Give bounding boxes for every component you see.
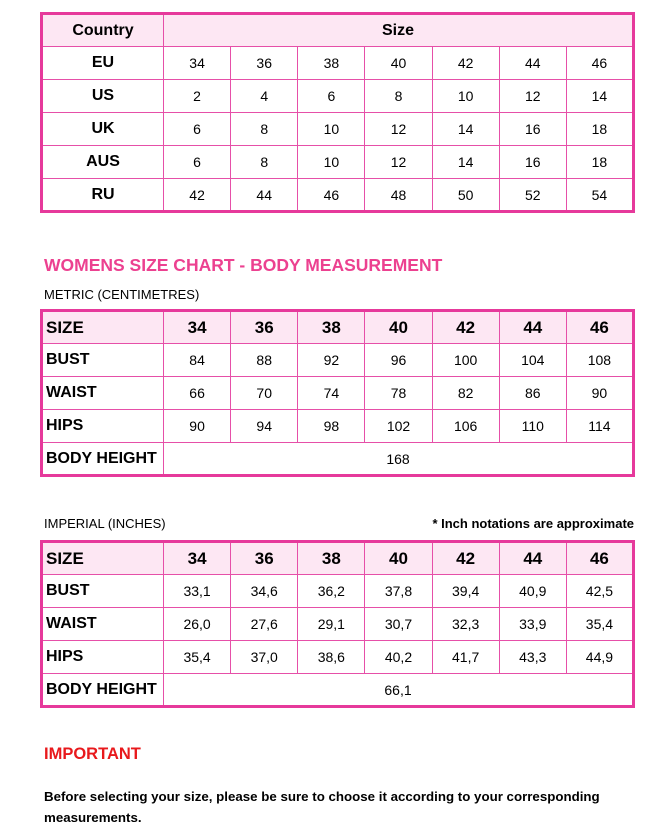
size-column-header: 34 — [164, 542, 231, 575]
body-height-label: BODY HEIGHT — [42, 443, 164, 476]
conversion-row-us — [42, 80, 634, 113]
country-label: AUS — [42, 146, 164, 179]
measurement-value: 94 — [231, 410, 298, 443]
size-conversion-table — [40, 12, 635, 213]
size-value: 12 — [499, 80, 566, 113]
important-note: Before selecting your size, please be sure to choose it according to your corresponding measurements. — [44, 789, 600, 825]
measurement-value: 108 — [566, 344, 633, 377]
size-column-header: 44 — [499, 542, 566, 575]
size-value: 8 — [231, 146, 298, 179]
size-column-header: 42 — [432, 542, 499, 575]
size-value: 6 — [164, 113, 231, 146]
size-value: 44 — [499, 47, 566, 80]
measurement-value: 86 — [499, 377, 566, 410]
approximate-note: * Inch notations are approximate — [432, 516, 634, 531]
body-height-value: 66,1 — [164, 674, 634, 707]
conversion-row-ru — [42, 179, 634, 212]
measurement-value: 26,0 — [164, 608, 231, 641]
imperial-measurement-table — [40, 540, 635, 708]
size-chart-heading: WOMENS SIZE CHART - BODY MEASUREMENT — [44, 255, 443, 275]
measurement-label: BUST — [42, 344, 164, 377]
size-value: 18 — [566, 146, 633, 179]
country-header: Country — [42, 14, 164, 47]
measurement-value: 37,8 — [365, 575, 432, 608]
size-column-header: 42 — [432, 311, 499, 344]
measurement-value: 40,2 — [365, 641, 432, 674]
metric-measurement-table — [40, 309, 635, 477]
conversion-row-aus — [42, 146, 634, 179]
measurement-value: 82 — [432, 377, 499, 410]
size-value: 10 — [298, 146, 365, 179]
size-value: 44 — [231, 179, 298, 212]
measurement-value: 32,3 — [432, 608, 499, 641]
country-label: UK — [42, 113, 164, 146]
measurement-value: 110 — [499, 410, 566, 443]
measurement-value: 90 — [164, 410, 231, 443]
size-column-header: 40 — [365, 542, 432, 575]
size-value: 14 — [566, 80, 633, 113]
size-value: 10 — [432, 80, 499, 113]
size-label: SIZE — [42, 542, 164, 575]
measurement-value: 41,7 — [432, 641, 499, 674]
imperial-body-height-row — [42, 674, 634, 707]
imperial-bust-row — [42, 575, 634, 608]
size-column-header: 44 — [499, 311, 566, 344]
imperial-size-row — [42, 542, 634, 575]
measurement-value: 78 — [365, 377, 432, 410]
size-value: 36 — [231, 47, 298, 80]
country-label: EU — [42, 47, 164, 80]
measurement-value: 43,3 — [499, 641, 566, 674]
measurement-value: 90 — [566, 377, 633, 410]
size-header: Size — [164, 14, 634, 47]
size-value: 38 — [298, 47, 365, 80]
measurement-value: 37,0 — [231, 641, 298, 674]
metric-body-height-row — [42, 443, 634, 476]
size-value: 46 — [298, 179, 365, 212]
measurement-value: 35,4 — [566, 608, 633, 641]
size-column-header: 38 — [298, 311, 365, 344]
size-value: 48 — [365, 179, 432, 212]
size-column-header: 36 — [231, 311, 298, 344]
measurement-value: 106 — [432, 410, 499, 443]
measurement-value: 70 — [231, 377, 298, 410]
measurement-value: 114 — [566, 410, 633, 443]
measurement-value: 66 — [164, 377, 231, 410]
measurement-value: 104 — [499, 344, 566, 377]
conversion-row-eu — [42, 47, 634, 80]
measurement-value: 74 — [298, 377, 365, 410]
conversion-header-row — [42, 14, 634, 47]
body-height-label: BODY HEIGHT — [42, 674, 164, 707]
size-value: 10 — [298, 113, 365, 146]
measurement-value: 100 — [432, 344, 499, 377]
measurement-value: 102 — [365, 410, 432, 443]
metric-label: METRIC (CENTIMETRES) — [44, 287, 200, 302]
size-value: 16 — [499, 113, 566, 146]
size-column-header: 46 — [566, 311, 633, 344]
size-value: 42 — [164, 179, 231, 212]
size-column-header: 36 — [231, 542, 298, 575]
size-label: SIZE — [42, 311, 164, 344]
metric-size-row — [42, 311, 634, 344]
size-value: 8 — [231, 113, 298, 146]
size-value: 12 — [365, 113, 432, 146]
measurement-value: 96 — [365, 344, 432, 377]
conversion-row-uk — [42, 113, 634, 146]
measurement-value: 92 — [298, 344, 365, 377]
size-value: 4 — [231, 80, 298, 113]
country-label: US — [42, 80, 164, 113]
size-value: 50 — [432, 179, 499, 212]
size-value: 40 — [365, 47, 432, 80]
measurement-label: HIPS — [42, 410, 164, 443]
size-column-header: 46 — [566, 542, 633, 575]
measurement-value: 98 — [298, 410, 365, 443]
imperial-waist-row — [42, 608, 634, 641]
important-heading: IMPORTANT — [44, 745, 141, 763]
body-height-value: 168 — [164, 443, 634, 476]
measurement-value: 38,6 — [298, 641, 365, 674]
measurement-value: 33,9 — [499, 608, 566, 641]
size-value: 12 — [365, 146, 432, 179]
size-value: 52 — [499, 179, 566, 212]
metric-bust-row — [42, 344, 634, 377]
size-column-header: 40 — [365, 311, 432, 344]
measurement-value: 44,9 — [566, 641, 633, 674]
measurement-label: WAIST — [42, 608, 164, 641]
size-value: 14 — [432, 113, 499, 146]
metric-hips-row — [42, 410, 634, 443]
measurement-value: 29,1 — [298, 608, 365, 641]
size-value: 42 — [432, 47, 499, 80]
size-value: 6 — [298, 80, 365, 113]
country-label: RU — [42, 179, 164, 212]
size-value: 2 — [164, 80, 231, 113]
size-value: 16 — [499, 146, 566, 179]
size-value: 14 — [432, 146, 499, 179]
measurement-label: WAIST — [42, 377, 164, 410]
measurement-label: HIPS — [42, 641, 164, 674]
size-column-header: 34 — [164, 311, 231, 344]
measurement-value: 39,4 — [432, 575, 499, 608]
size-value: 6 — [164, 146, 231, 179]
measurement-value: 27,6 — [231, 608, 298, 641]
measurement-value: 84 — [164, 344, 231, 377]
measurement-value: 40,9 — [499, 575, 566, 608]
measurement-value: 35,4 — [164, 641, 231, 674]
size-value: 8 — [365, 80, 432, 113]
measurement-value: 33,1 — [164, 575, 231, 608]
size-value: 54 — [566, 179, 633, 212]
size-value: 18 — [566, 113, 633, 146]
imperial-label: IMPERIAL (INCHES) — [44, 516, 166, 531]
metric-waist-row — [42, 377, 634, 410]
measurement-value: 34,6 — [231, 575, 298, 608]
size-value: 34 — [164, 47, 231, 80]
measurement-label: BUST — [42, 575, 164, 608]
measurement-value: 88 — [231, 344, 298, 377]
measurement-value: 36,2 — [298, 575, 365, 608]
size-column-header: 38 — [298, 542, 365, 575]
measurement-value: 30,7 — [365, 608, 432, 641]
size-value: 46 — [566, 47, 633, 80]
imperial-hips-row — [42, 641, 634, 674]
measurement-value: 42,5 — [566, 575, 633, 608]
